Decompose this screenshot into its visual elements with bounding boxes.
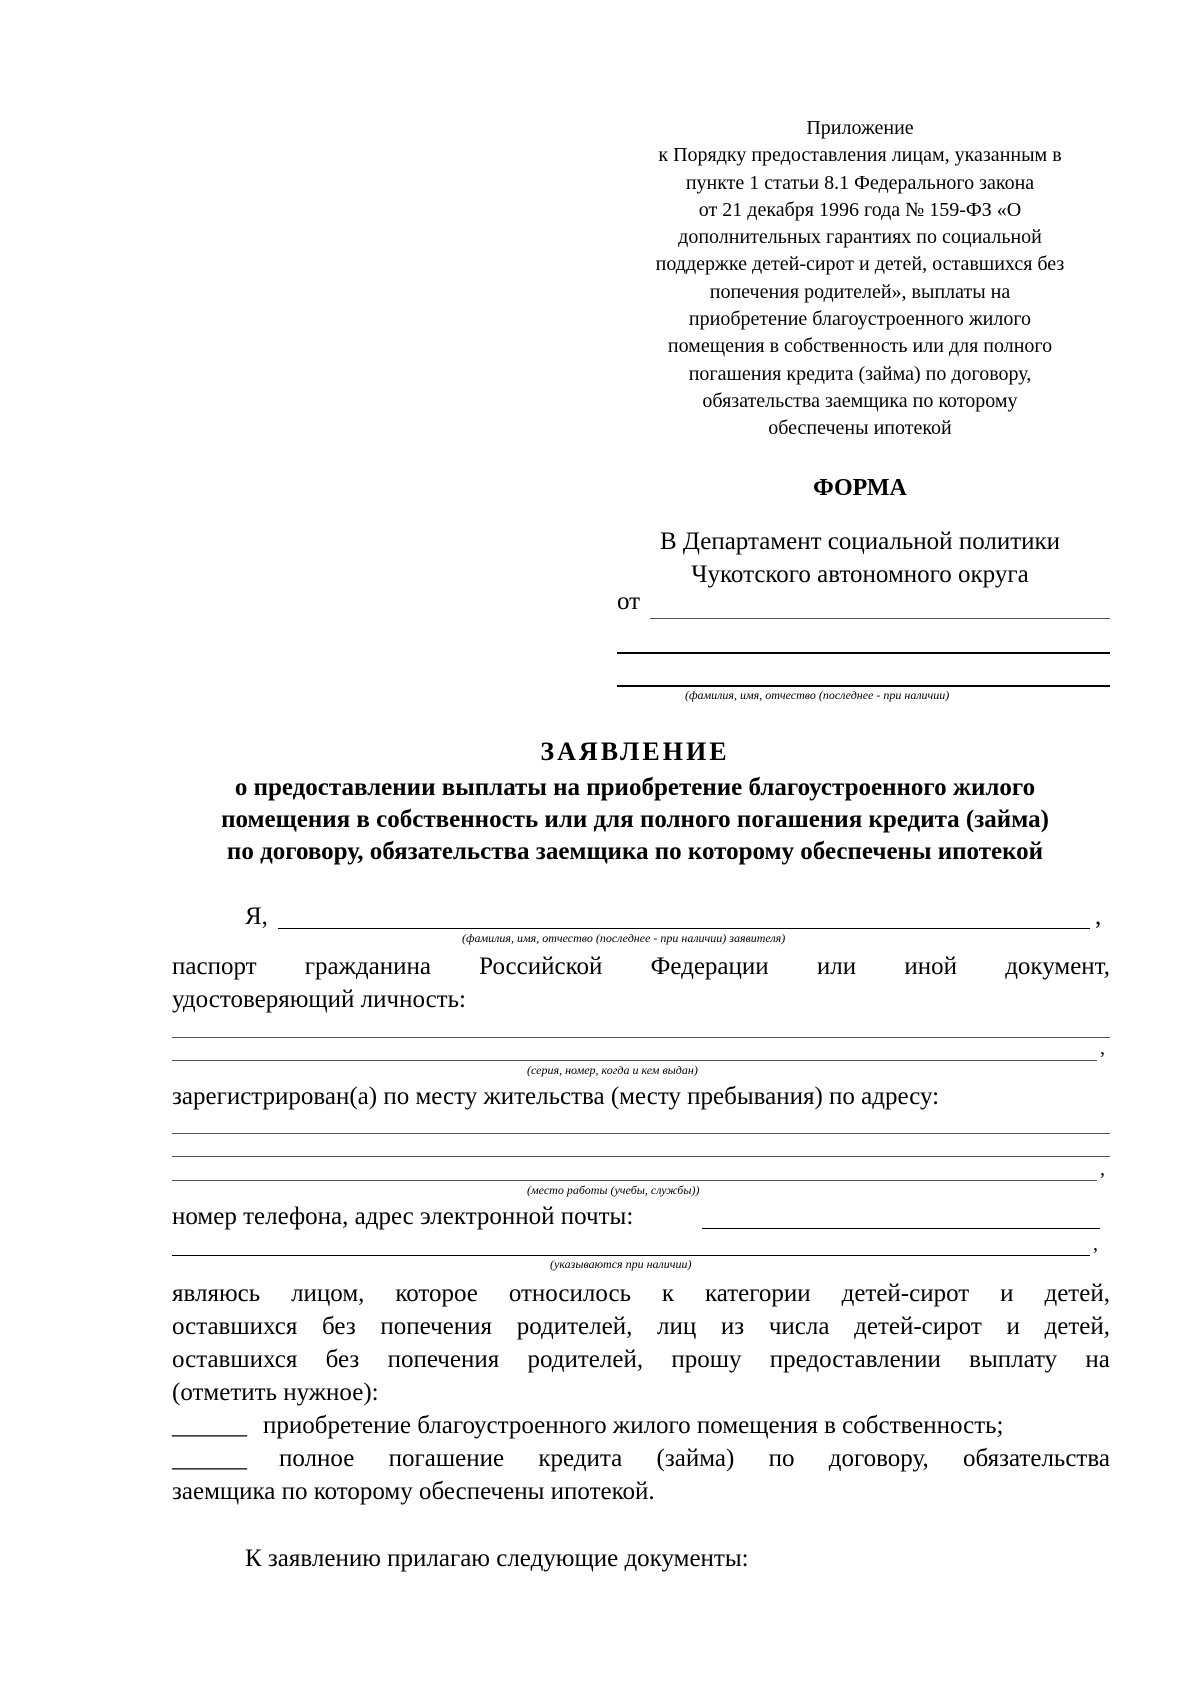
passport-field-line-1[interactable] [172,1037,1110,1038]
word: (займа) [656,1445,735,1472]
word: попечения [387,1346,500,1373]
passport-line-2: удостоверяющий личность: [172,986,466,1013]
word: гражданина [304,953,431,980]
word: по [768,1445,795,1472]
attachments-label: К заявлению прилагаю следующие документы: [245,1545,749,1572]
document-title: ЗАЯВЛЕНИЕ [540,737,730,766]
subtitle-line: по договору, обязательства заемщика по которому обеспечены ипотекой [226,838,1044,865]
from-name-hint: (фамилия, имя, отчество (последнее - при наличии) [685,688,950,702]
applicant-name-field[interactable] [278,928,1090,929]
subtitle-line: о предоставлении выплаты на приобретение благоустроенного жилого [234,774,1036,801]
word: которое [395,1280,478,1307]
work-hint: (место работы (учебы, службы)) [527,1183,700,1197]
word: оставшихся [172,1346,298,1373]
comma: , [1095,903,1102,930]
statement-line-2 [172,1313,1110,1341]
addressee-line: В Департамент социальной политики [659,528,1061,555]
word: относилось [508,1280,631,1307]
addressee-line: Чукотского автономного округа [691,561,1029,588]
i-label: Я, [245,903,268,930]
applicant-name-hint: (фамилия, имя, отчество (последнее - при наличии) заявителя) [462,931,786,945]
word: попечения [380,1313,493,1340]
word: полное [279,1445,355,1472]
word: оставшихся [172,1313,298,1340]
word: детей-сирот [854,1313,982,1340]
annex-line: поддержке детей-сирот и детей, оставшихся без [655,253,1065,276]
phone-hint: (указываются при наличии) [550,1257,692,1271]
word: обязательства [963,1445,1110,1472]
phone-label: номер телефона, адрес электронной почты: [172,1203,634,1230]
word: без [322,1313,356,1340]
word: детей, [1044,1280,1110,1307]
statement-line-3 [172,1346,1110,1374]
option-1-label: приобретение благоустроенного жилого помещения в собственность; [263,1412,1004,1439]
statement-line-1 [172,1280,1110,1308]
word: на [1085,1346,1110,1373]
word: лицом, [291,1280,365,1307]
phone-field-line-1[interactable] [702,1228,1100,1229]
word: предоставлении [769,1346,941,1373]
annex-line: погашения кредита (займа) по договору, [688,362,1032,385]
word: документ, [1005,953,1110,980]
word: паспорт [172,953,257,980]
annex-line: обязательства заемщика по которому [702,389,1018,412]
word: договору, [828,1445,929,1472]
annex-line: помещения в собственность или для полного [667,335,1053,358]
comma: , [1093,1233,1098,1255]
word: лиц [657,1313,697,1340]
address-field-line-2[interactable] [172,1156,1110,1157]
annex-line: Приложение [806,117,914,139]
word: Федерации [650,953,769,980]
registered-label: зарегистрирован(а) по месту жительства (месту пребывания) по адресу: [172,1083,940,1110]
from-field-line-2[interactable] [617,652,1110,654]
word: родителей, [527,1346,644,1373]
word: из [720,1313,745,1340]
word: и [1000,1280,1014,1307]
phone-field-line-2[interactable] [172,1255,1090,1256]
word: к [661,1280,675,1307]
word: кредита [538,1445,623,1472]
form-label: ФОРМА [813,475,907,501]
annex-line: попечения родителей», выплаты на [709,280,1011,303]
passport-hint: (серия, номер, когда и кем выдан) [527,1063,698,1077]
from-field-line-3[interactable] [617,685,1110,687]
option-2-line-2: заемщика по которому обеспечены ипотекой. [172,1478,655,1505]
passport-line [172,953,1110,981]
word: числа [768,1313,830,1340]
subtitle-line: помещения в собственность или для полного погашения кредита (займа) [221,806,1049,833]
from-field-line-1[interactable] [650,618,1110,619]
word: детей-сирот [841,1280,970,1307]
addressee-block [610,525,1110,591]
option-2-line-1 [279,1445,1110,1473]
word: выплату [969,1346,1058,1373]
option-1-checkbox-blank[interactable]: ______ [172,1412,247,1439]
address-field-line-3[interactable] [172,1180,1097,1181]
statement-line-4: (отметить нужное): [172,1379,379,1406]
annex-header [610,115,1110,443]
annex-line: обеспечены ипотекой [768,417,952,440]
word: иной [904,953,957,980]
word: прошу [671,1346,742,1373]
word: погашение [388,1445,505,1472]
word: детей, [1044,1313,1110,1340]
comma: , [1100,1158,1105,1180]
word: без [325,1346,360,1373]
annex-line: пункте 1 статьи 8.1 Федерального закона [685,171,1035,194]
option-2-checkbox-blank[interactable]: ______ [172,1445,247,1472]
word: и [1006,1313,1020,1340]
comma: , [1100,1037,1105,1059]
from-label: от [617,588,641,615]
annex-line: дополнительных гарантиях по социальной [678,226,1042,249]
address-field-line-1[interactable] [172,1133,1110,1134]
annex-line: к Порядку предоставления лицам, указанным в [658,144,1062,167]
word: или [816,953,857,980]
passport-field-line-2[interactable] [172,1060,1097,1061]
word: Российской [479,953,603,980]
word: категории [705,1280,811,1307]
annex-line: от 21 декабря 1996 года № 159-ФЗ «О [698,198,1022,221]
annex-line: приобретение благоустроенного жилого [688,308,1032,331]
word: родителей, [516,1313,633,1340]
word: являюсь [172,1280,261,1307]
document-subtitle [170,772,1100,868]
